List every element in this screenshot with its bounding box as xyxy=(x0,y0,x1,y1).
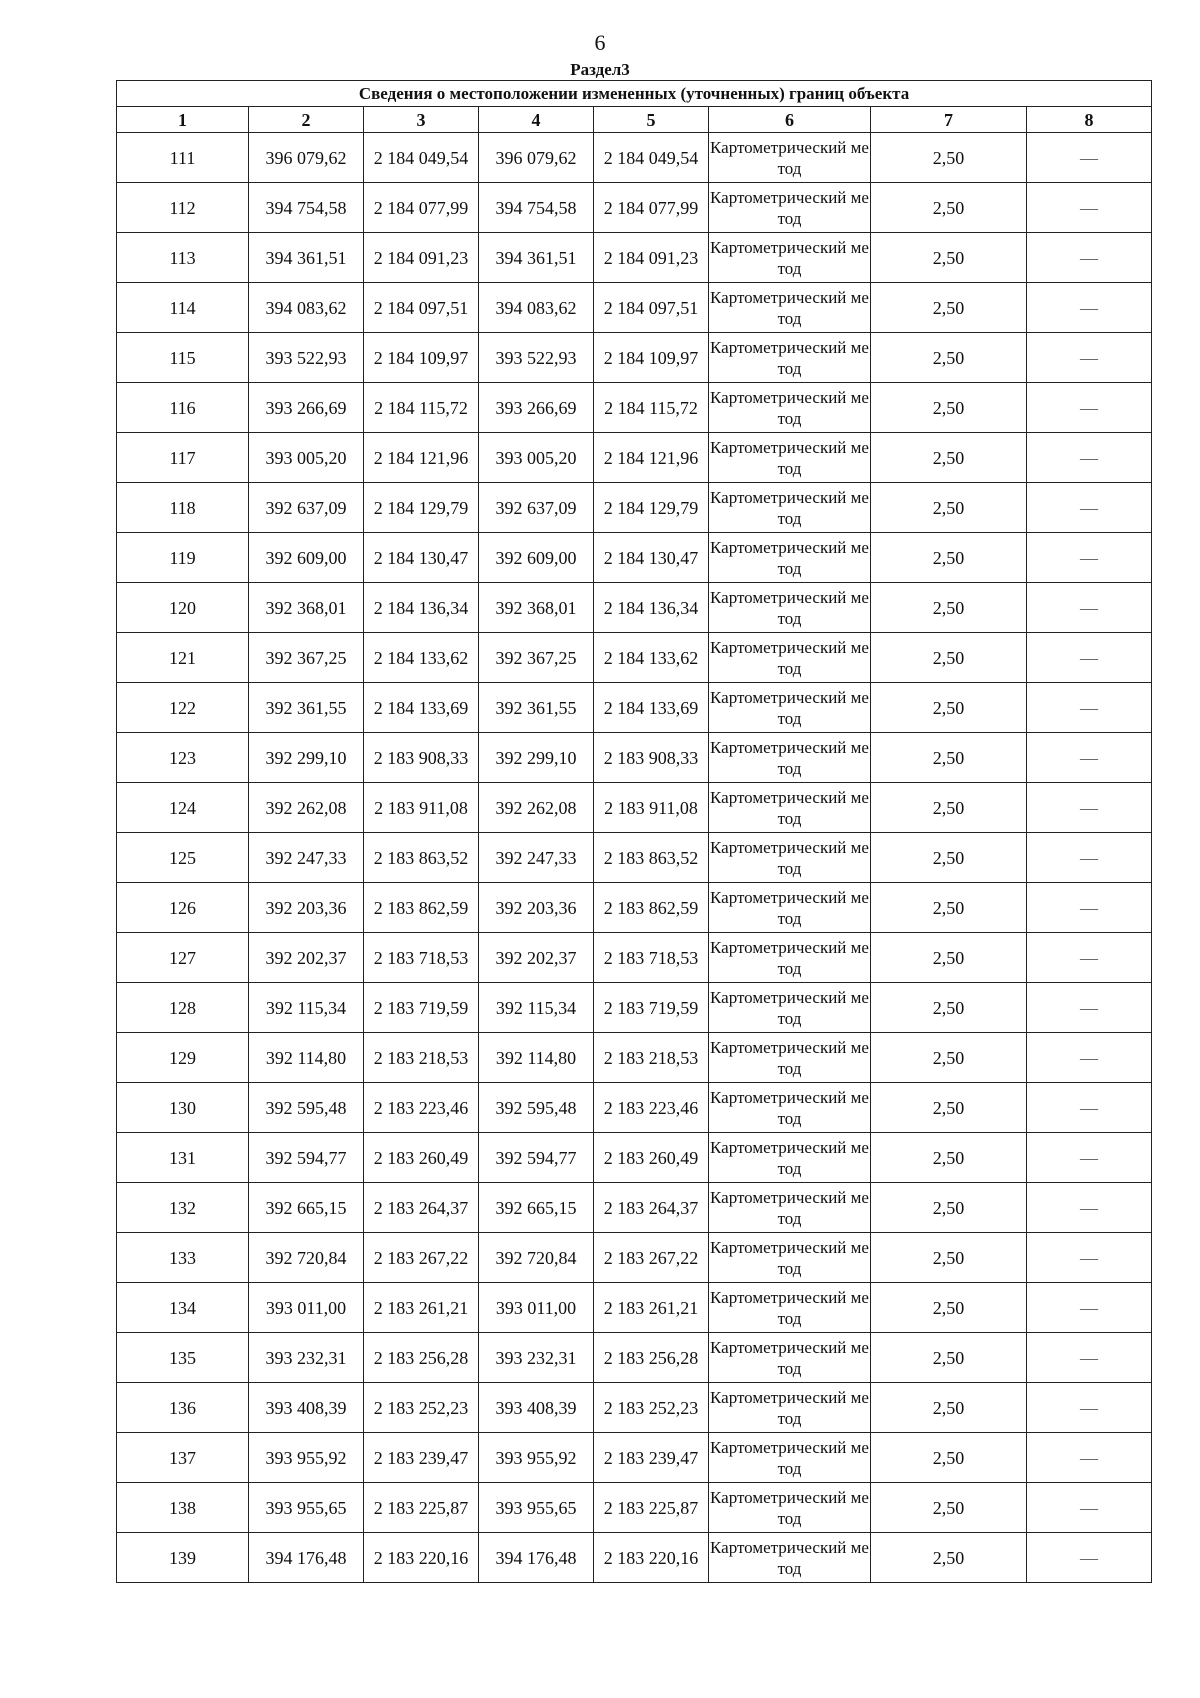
method-cell: Картометрический метод xyxy=(709,233,871,283)
point-number-cell: 134 xyxy=(117,1283,249,1333)
y-old-cell: 2 183 252,23 xyxy=(364,1383,479,1433)
x-new-cell: 393 266,69 xyxy=(479,383,594,433)
y-new-cell: 2 183 911,08 xyxy=(594,783,709,833)
accuracy-cell: 2,50 xyxy=(871,183,1027,233)
y-new-cell: 2 183 225,87 xyxy=(594,1483,709,1533)
method-cell: Картометрический метод xyxy=(709,833,871,883)
x-old-cell: 392 609,00 xyxy=(249,533,364,583)
x-old-cell: 392 367,25 xyxy=(249,633,364,683)
x-new-cell: 392 368,01 xyxy=(479,583,594,633)
method-cell: Картометрический метод xyxy=(709,1233,871,1283)
description-cell: — xyxy=(1027,1183,1152,1233)
accuracy-cell: 2,50 xyxy=(871,133,1027,183)
x-old-cell: 393 232,31 xyxy=(249,1333,364,1383)
description-cell: — xyxy=(1027,183,1152,233)
description-cell: — xyxy=(1027,1033,1152,1083)
table-row xyxy=(117,733,1152,783)
accuracy-cell: 2,50 xyxy=(871,1183,1027,1233)
method-cell: Картометрический метод xyxy=(709,383,871,433)
x-old-cell: 392 594,77 xyxy=(249,1133,364,1183)
accuracy-cell: 2,50 xyxy=(871,733,1027,783)
description-cell: — xyxy=(1027,233,1152,283)
x-old-cell: 393 005,20 xyxy=(249,433,364,483)
table-row xyxy=(117,983,1152,1033)
y-old-cell: 2 184 077,99 xyxy=(364,183,479,233)
method-cell: Картометрический метод xyxy=(709,1483,871,1533)
accuracy-cell: 2,50 xyxy=(871,683,1027,733)
accuracy-cell: 2,50 xyxy=(871,333,1027,383)
description-cell: — xyxy=(1027,1083,1152,1133)
description-cell: — xyxy=(1027,783,1152,833)
accuracy-cell: 2,50 xyxy=(871,1133,1027,1183)
table-row xyxy=(117,233,1152,283)
y-new-cell: 2 183 256,28 xyxy=(594,1333,709,1383)
method-cell: Картометрический метод xyxy=(709,883,871,933)
x-new-cell: 393 522,93 xyxy=(479,333,594,383)
table-row xyxy=(117,1233,1152,1283)
page-number: 6 xyxy=(594,30,606,55)
accuracy-cell: 2,50 xyxy=(871,1083,1027,1133)
x-new-cell: 392 720,84 xyxy=(479,1233,594,1283)
description-cell: — xyxy=(1027,433,1152,483)
y-new-cell: 2 183 267,22 xyxy=(594,1233,709,1283)
point-number-cell: 120 xyxy=(117,583,249,633)
point-number-cell: 129 xyxy=(117,1033,249,1083)
table-row xyxy=(117,1183,1152,1233)
method-cell: Картометрический метод xyxy=(709,1133,871,1183)
y-new-cell: 2 183 908,33 xyxy=(594,733,709,783)
method-cell: Картометрический метод xyxy=(709,433,871,483)
point-number-cell: 130 xyxy=(117,1083,249,1133)
y-new-cell: 2 183 863,52 xyxy=(594,833,709,883)
point-number-cell: 122 xyxy=(117,683,249,733)
accuracy-cell: 2,50 xyxy=(871,283,1027,333)
y-new-cell: 2 184 133,62 xyxy=(594,633,709,683)
y-new-cell: 2 184 129,79 xyxy=(594,483,709,533)
x-new-cell: 394 083,62 xyxy=(479,283,594,333)
y-old-cell: 2 184 129,79 xyxy=(364,483,479,533)
description-cell: — xyxy=(1027,933,1152,983)
x-new-cell: 396 079,62 xyxy=(479,133,594,183)
y-new-cell: 2 183 218,53 xyxy=(594,1033,709,1083)
table-row xyxy=(117,283,1152,333)
point-number-cell: 126 xyxy=(117,883,249,933)
y-old-cell: 2 184 097,51 xyxy=(364,283,479,333)
coordinates-table xyxy=(116,80,1152,1583)
point-number-cell: 132 xyxy=(117,1183,249,1233)
y-new-cell: 2 184 077,99 xyxy=(594,183,709,233)
point-number-cell: 124 xyxy=(117,783,249,833)
x-new-cell: 393 011,00 xyxy=(479,1283,594,1333)
accuracy-cell: 2,50 xyxy=(871,1233,1027,1283)
description-cell: — xyxy=(1027,1233,1152,1283)
x-old-cell: 393 408,39 xyxy=(249,1383,364,1433)
description-cell: — xyxy=(1027,583,1152,633)
description-cell: — xyxy=(1027,483,1152,533)
table-row xyxy=(117,683,1152,733)
x-old-cell: 396 079,62 xyxy=(249,133,364,183)
x-old-cell: 392 203,36 xyxy=(249,883,364,933)
point-number-cell: 121 xyxy=(117,633,249,683)
table-row xyxy=(117,483,1152,533)
table-row xyxy=(117,1083,1152,1133)
table-row xyxy=(117,433,1152,483)
method-cell: Картометрический метод xyxy=(709,733,871,783)
description-cell: — xyxy=(1027,1283,1152,1333)
table-row xyxy=(117,1483,1152,1533)
table-row xyxy=(117,1383,1152,1433)
method-cell: Картометрический метод xyxy=(709,1033,871,1083)
x-old-cell: 393 955,92 xyxy=(249,1433,364,1483)
method-cell: Картометрический метод xyxy=(709,133,871,183)
x-new-cell: 394 754,58 xyxy=(479,183,594,233)
accuracy-cell: 2,50 xyxy=(871,1033,1027,1083)
y-new-cell: 2 183 718,53 xyxy=(594,933,709,983)
table-row xyxy=(117,1533,1152,1583)
table-title-row xyxy=(117,81,1152,107)
point-number-cell: 118 xyxy=(117,483,249,533)
accuracy-cell: 2,50 xyxy=(871,1383,1027,1433)
y-new-cell: 2 184 133,69 xyxy=(594,683,709,733)
y-new-cell: 2 184 121,96 xyxy=(594,433,709,483)
y-old-cell: 2 184 133,69 xyxy=(364,683,479,733)
method-cell: Картометрический метод xyxy=(709,683,871,733)
x-new-cell: 393 955,65 xyxy=(479,1483,594,1533)
y-new-cell: 2 183 260,49 xyxy=(594,1133,709,1183)
column-header: 4 xyxy=(479,107,594,133)
y-old-cell: 2 183 220,16 xyxy=(364,1533,479,1583)
table-row xyxy=(117,1033,1152,1083)
method-cell: Картометрический метод xyxy=(709,633,871,683)
method-cell: Картометрический метод xyxy=(709,1283,871,1333)
x-new-cell: 392 299,10 xyxy=(479,733,594,783)
accuracy-cell: 2,50 xyxy=(871,533,1027,583)
x-new-cell: 394 361,51 xyxy=(479,233,594,283)
accuracy-cell: 2,50 xyxy=(871,433,1027,483)
accuracy-cell: 2,50 xyxy=(871,1483,1027,1533)
x-old-cell: 392 368,01 xyxy=(249,583,364,633)
y-old-cell: 2 184 130,47 xyxy=(364,533,479,583)
column-header: 2 xyxy=(249,107,364,133)
x-new-cell: 392 203,36 xyxy=(479,883,594,933)
x-old-cell: 394 361,51 xyxy=(249,233,364,283)
description-cell: — xyxy=(1027,833,1152,883)
point-number-cell: 114 xyxy=(117,283,249,333)
x-new-cell: 392 594,77 xyxy=(479,1133,594,1183)
y-old-cell: 2 183 264,37 xyxy=(364,1183,479,1233)
table-header-row xyxy=(117,107,1152,133)
y-new-cell: 2 183 239,47 xyxy=(594,1433,709,1483)
description-cell: — xyxy=(1027,283,1152,333)
accuracy-cell: 2,50 xyxy=(871,783,1027,833)
description-cell: — xyxy=(1027,383,1152,433)
y-old-cell: 2 183 218,53 xyxy=(364,1033,479,1083)
table-row xyxy=(117,783,1152,833)
table-row xyxy=(117,583,1152,633)
accuracy-cell: 2,50 xyxy=(871,933,1027,983)
y-old-cell: 2 183 267,22 xyxy=(364,1233,479,1283)
point-number-cell: 125 xyxy=(117,833,249,883)
column-header: 6 xyxy=(709,107,871,133)
description-cell: — xyxy=(1027,1433,1152,1483)
table-row xyxy=(117,1433,1152,1483)
point-number-cell: 131 xyxy=(117,1133,249,1183)
point-number-cell: 138 xyxy=(117,1483,249,1533)
y-new-cell: 2 183 252,23 xyxy=(594,1383,709,1433)
y-new-cell: 2 184 097,51 xyxy=(594,283,709,333)
point-number-cell: 137 xyxy=(117,1433,249,1483)
y-old-cell: 2 183 260,49 xyxy=(364,1133,479,1183)
method-cell: Картометрический метод xyxy=(709,1333,871,1383)
x-old-cell: 392 720,84 xyxy=(249,1233,364,1283)
accuracy-cell: 2,50 xyxy=(871,1533,1027,1583)
y-new-cell: 2 183 223,46 xyxy=(594,1083,709,1133)
point-number-cell: 133 xyxy=(117,1233,249,1283)
y-old-cell: 2 183 719,59 xyxy=(364,983,479,1033)
x-new-cell: 392 609,00 xyxy=(479,533,594,583)
table-row xyxy=(117,883,1152,933)
method-cell: Картометрический метод xyxy=(709,783,871,833)
x-new-cell: 392 367,25 xyxy=(479,633,594,683)
accuracy-cell: 2,50 xyxy=(871,633,1027,683)
point-number-cell: 112 xyxy=(117,183,249,233)
y-old-cell: 2 184 121,96 xyxy=(364,433,479,483)
table-row xyxy=(117,333,1152,383)
description-cell: — xyxy=(1027,1133,1152,1183)
y-old-cell: 2 183 256,28 xyxy=(364,1333,479,1383)
method-cell: Картометрический метод xyxy=(709,1083,871,1133)
y-old-cell: 2 183 718,53 xyxy=(364,933,479,983)
x-old-cell: 392 637,09 xyxy=(249,483,364,533)
x-new-cell: 393 955,92 xyxy=(479,1433,594,1483)
y-new-cell: 2 184 136,34 xyxy=(594,583,709,633)
point-number-cell: 127 xyxy=(117,933,249,983)
x-old-cell: 393 522,93 xyxy=(249,333,364,383)
x-new-cell: 392 262,08 xyxy=(479,783,594,833)
x-new-cell: 392 247,33 xyxy=(479,833,594,883)
x-old-cell: 392 595,48 xyxy=(249,1083,364,1133)
description-cell: — xyxy=(1027,1333,1152,1383)
x-old-cell: 394 754,58 xyxy=(249,183,364,233)
x-new-cell: 392 595,48 xyxy=(479,1083,594,1133)
method-cell: Картометрический метод xyxy=(709,283,871,333)
table-body xyxy=(117,133,1152,1583)
accuracy-cell: 2,50 xyxy=(871,583,1027,633)
x-old-cell: 392 247,33 xyxy=(249,833,364,883)
y-new-cell: 2 184 049,54 xyxy=(594,133,709,183)
description-cell: — xyxy=(1027,133,1152,183)
method-cell: Картометрический метод xyxy=(709,1533,871,1583)
point-number-cell: 139 xyxy=(117,1533,249,1583)
column-header: 5 xyxy=(594,107,709,133)
column-header: 3 xyxy=(364,107,479,133)
description-cell: — xyxy=(1027,1533,1152,1583)
method-cell: Картометрический метод xyxy=(709,983,871,1033)
point-number-cell: 116 xyxy=(117,383,249,433)
point-number-cell: 115 xyxy=(117,333,249,383)
table-row xyxy=(117,383,1152,433)
method-cell: Картометрический метод xyxy=(709,1433,871,1483)
accuracy-cell: 2,50 xyxy=(871,833,1027,883)
y-new-cell: 2 184 091,23 xyxy=(594,233,709,283)
y-old-cell: 2 183 911,08 xyxy=(364,783,479,833)
table-row xyxy=(117,1133,1152,1183)
accuracy-cell: 2,50 xyxy=(871,1333,1027,1383)
point-number-cell: 128 xyxy=(117,983,249,1033)
x-old-cell: 392 665,15 xyxy=(249,1183,364,1233)
method-cell: Картометрический метод xyxy=(709,183,871,233)
accuracy-cell: 2,50 xyxy=(871,483,1027,533)
point-number-cell: 113 xyxy=(117,233,249,283)
y-old-cell: 2 183 225,87 xyxy=(364,1483,479,1533)
table-row xyxy=(117,933,1152,983)
description-cell: — xyxy=(1027,983,1152,1033)
method-cell: Картометрический метод xyxy=(709,533,871,583)
method-cell: Картометрический метод xyxy=(709,1383,871,1433)
x-new-cell: 394 176,48 xyxy=(479,1533,594,1583)
column-header: 8 xyxy=(1027,107,1152,133)
y-old-cell: 2 184 091,23 xyxy=(364,233,479,283)
x-old-cell: 393 011,00 xyxy=(249,1283,364,1333)
x-new-cell: 393 232,31 xyxy=(479,1333,594,1383)
x-old-cell: 394 083,62 xyxy=(249,283,364,333)
x-new-cell: 392 202,37 xyxy=(479,933,594,983)
description-cell: — xyxy=(1027,733,1152,783)
point-number-cell: 117 xyxy=(117,433,249,483)
x-old-cell: 392 262,08 xyxy=(249,783,364,833)
x-new-cell: 392 665,15 xyxy=(479,1183,594,1233)
method-cell: Картометрический метод xyxy=(709,333,871,383)
accuracy-cell: 2,50 xyxy=(871,383,1027,433)
method-cell: Картометрический метод xyxy=(709,483,871,533)
y-new-cell: 2 183 264,37 xyxy=(594,1183,709,1233)
y-old-cell: 2 184 133,62 xyxy=(364,633,479,683)
y-old-cell: 2 184 049,54 xyxy=(364,133,479,183)
accuracy-cell: 2,50 xyxy=(871,233,1027,283)
point-number-cell: 111 xyxy=(117,133,249,183)
y-old-cell: 2 183 261,21 xyxy=(364,1283,479,1333)
description-cell: — xyxy=(1027,533,1152,583)
x-new-cell: 392 637,09 xyxy=(479,483,594,533)
x-old-cell: 392 202,37 xyxy=(249,933,364,983)
description-cell: — xyxy=(1027,1383,1152,1433)
y-old-cell: 2 183 862,59 xyxy=(364,883,479,933)
x-new-cell: 393 005,20 xyxy=(479,433,594,483)
section-label: Раздел3 xyxy=(570,60,630,79)
description-cell: — xyxy=(1027,333,1152,383)
y-old-cell: 2 184 109,97 xyxy=(364,333,479,383)
x-new-cell: 393 408,39 xyxy=(479,1383,594,1433)
x-old-cell: 392 114,80 xyxy=(249,1033,364,1083)
x-old-cell: 394 176,48 xyxy=(249,1533,364,1583)
table-title: Сведения о местоположении измененных (уточненных) границ объекта xyxy=(117,81,1152,107)
x-new-cell: 392 115,34 xyxy=(479,983,594,1033)
x-old-cell: 393 266,69 xyxy=(249,383,364,433)
y-new-cell: 2 184 109,97 xyxy=(594,333,709,383)
x-old-cell: 392 299,10 xyxy=(249,733,364,783)
y-old-cell: 2 184 136,34 xyxy=(364,583,479,633)
table-row xyxy=(117,133,1152,183)
y-old-cell: 2 183 239,47 xyxy=(364,1433,479,1483)
x-old-cell: 392 115,34 xyxy=(249,983,364,1033)
table-row xyxy=(117,183,1152,233)
x-new-cell: 392 114,80 xyxy=(479,1033,594,1083)
point-number-cell: 135 xyxy=(117,1333,249,1383)
accuracy-cell: 2,50 xyxy=(871,983,1027,1033)
x-old-cell: 393 955,65 xyxy=(249,1483,364,1533)
description-cell: — xyxy=(1027,633,1152,683)
method-cell: Картометрический метод xyxy=(709,933,871,983)
description-cell: — xyxy=(1027,883,1152,933)
y-old-cell: 2 183 223,46 xyxy=(364,1083,479,1133)
y-old-cell: 2 183 908,33 xyxy=(364,733,479,783)
x-old-cell: 392 361,55 xyxy=(249,683,364,733)
table-row xyxy=(117,833,1152,883)
description-cell: — xyxy=(1027,1483,1152,1533)
accuracy-cell: 2,50 xyxy=(871,883,1027,933)
y-new-cell: 2 183 220,16 xyxy=(594,1533,709,1583)
table-row xyxy=(117,1283,1152,1333)
y-new-cell: 2 183 862,59 xyxy=(594,883,709,933)
accuracy-cell: 2,50 xyxy=(871,1283,1027,1333)
table-row xyxy=(117,1333,1152,1383)
column-header: 1 xyxy=(117,107,249,133)
table-row xyxy=(117,633,1152,683)
point-number-cell: 123 xyxy=(117,733,249,783)
accuracy-cell: 2,50 xyxy=(871,1433,1027,1483)
point-number-cell: 136 xyxy=(117,1383,249,1433)
x-new-cell: 392 361,55 xyxy=(479,683,594,733)
method-cell: Картометрический метод xyxy=(709,1183,871,1233)
description-cell: — xyxy=(1027,683,1152,733)
column-header: 7 xyxy=(871,107,1027,133)
y-new-cell: 2 183 719,59 xyxy=(594,983,709,1033)
method-cell: Картометрический метод xyxy=(709,583,871,633)
y-new-cell: 2 184 130,47 xyxy=(594,533,709,583)
y-old-cell: 2 184 115,72 xyxy=(364,383,479,433)
point-number-cell: 119 xyxy=(117,533,249,583)
table-row xyxy=(117,533,1152,583)
y-new-cell: 2 183 261,21 xyxy=(594,1283,709,1333)
y-old-cell: 2 183 863,52 xyxy=(364,833,479,883)
y-new-cell: 2 184 115,72 xyxy=(594,383,709,433)
